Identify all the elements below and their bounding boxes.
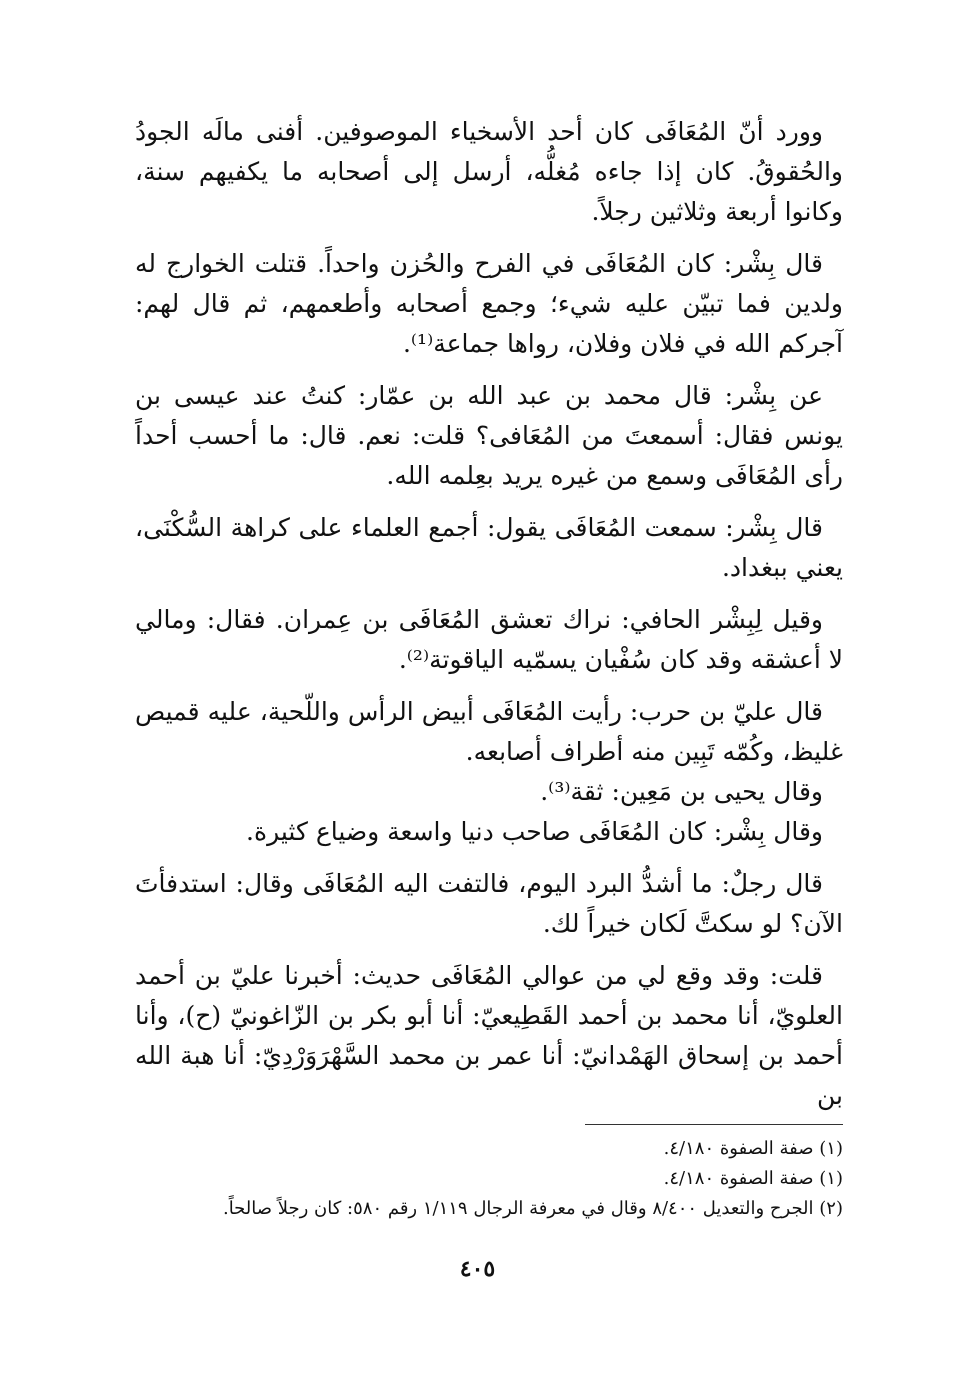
paragraph-generosity: وورد أنّ المُعَافَى كان أحد الأسخياء الموصوفين. أفنى مالَه الجودُ والحُقوقُ. كان إذا جاءه مُغلُّه، أرسل إلى أصحابه ما يكفيهم سنة، وكانوا أربعة وثلاثين رجلاً. [135,117,843,226]
footnote-separator [585,1124,843,1125]
paragraph-baghdad-residence: قال بِشْر: سمعت المُعَافَى يقول: أجمع العلماء على كراهة السُّكْنَى، يعني ببغداد. [135,513,843,582]
paragraph-joy-and-grief: قال بِشْر: كان المُعَافَى في الفرح والحُزن واحداً. قتلت الخوارج له ولدين فما تبيّن عليه شيء؛ وجمع أصحابه وأطعمهم، ثم قال لهم: آجركم الله في فلان وفلان، رواها جماعة⁽¹⁾. [135,249,843,358]
paragraph-cold-day: قال رجلٌ: ما أشدُّ البرد اليوم، فالتفت اليه المُعَافَى وقال: استدفأتَ الآن؟ لو سكتَّ لَكان خيراً لك. [135,869,843,938]
paragraph-isa-ibn-yunus: عن بِشْر: قال محمد بن عبد الله بن عمّار: كنتُ عند عيسى بن يونس فقال: أسمعتَ من المُعَافى؟ قلت: نعم. قال: ما أحسب أحداً رأى المُعَافَى وسمع من غيره يريد بعِلمه الله. [135,381,843,490]
footnote-2: (٢) الجرح والتعديل ٨/٤٠٠ وقال في معرفة الرجال ١/١١٩ رقم ٥٨٠: كان رجلاً صالحاً. [222,1198,843,1219]
paragraph-hadith-chain: قلت: وقد وقع لي من عوالي المُعَافَى حديث: أخبرنا عليّ بن أحمد العلويّ، أنا محمد بن أحمد القَطِيعيّ: أنا أبو بكر بن الزّاغونيّ (ح)، وأنا أحمد بن إسحاق الهَمْدانيّ: أنا عمر بن محمد السَّهْرَوَرْدِيّ: أنا هبة الله بن [135,961,843,1110]
footnote-1: (١) صفة الصفوة ٤/١٨٠. [663,1138,843,1159]
paragraph-yahya-ibn-main: وقال يحيى بن مَعِين: ثقة⁽³⁾. [540,777,823,806]
paragraph-wealth: وقال بِشْر: كان المُعَافَى صاحب دنيا واسعة وضياع كثيرة. [246,817,823,846]
footnote-1b: (١) صفة الصفوة ٤/١٨٠. [663,1168,843,1189]
footnotes [135,1134,843,1224]
main-text [135,112,843,1116]
paragraph-bishr-al-hafi: وقيل لِبِشْر الحافي: نراك تعشق المُعَافَى بن عِمران. فقال: ومالي لا أعشقه وقد كان سُفْيان يسمّيه الياقوتة⁽²⁾. [135,605,843,674]
paragraph-ali-ibn-harb: قال عليّ بن حرب: رأيت المُعَافَى أبيض الرأس واللّحية، عليه قميص غليظ، وكُمّه تَبِين منه أطراف أصابعه. [135,697,843,766]
page-number: ٤٠٥ [459,1256,496,1282]
